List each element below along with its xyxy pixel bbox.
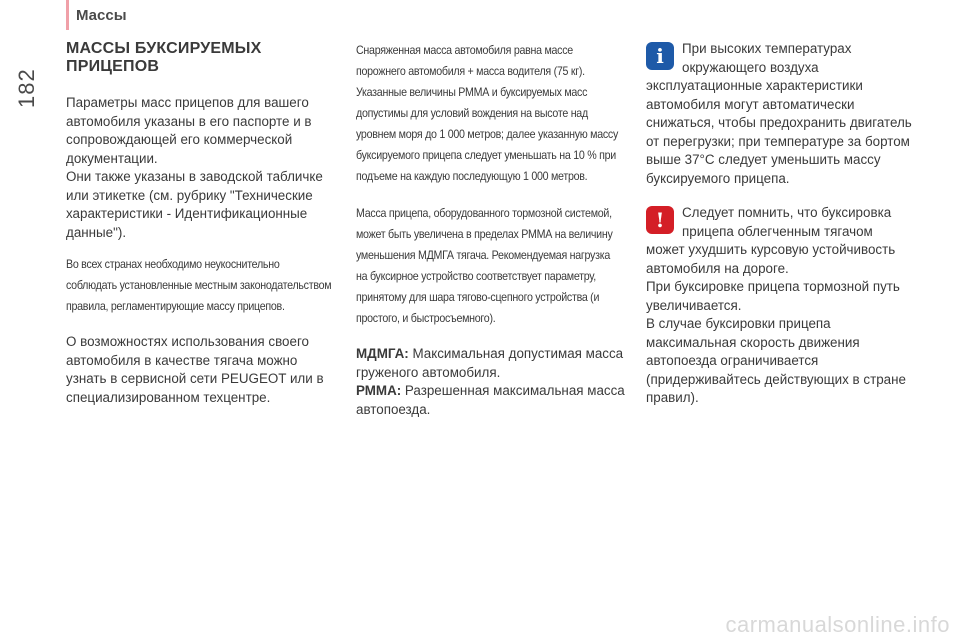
section-title: МАССЫ БУКСИРУЕМЫХ ПРИЦЕПОВ — [66, 40, 262, 75]
warning-note — [646, 204, 918, 408]
definition-text: Максимальная допустимая масса груженого автомобиля. — [356, 346, 624, 380]
definition-mdmga — [356, 345, 628, 382]
page-header-title: Массы — [76, 7, 127, 24]
warning-icon: ! — [646, 206, 674, 234]
info-note-text: эксплуатационные характеристики автомобиля могут автоматически снижаться, чтобы предохранить двигатель от перегрузки; при температуре за бортом выше 37°С следует уменьшить массу буксируемого прицепа. — [646, 78, 912, 186]
column-right — [646, 40, 918, 408]
paragraph-curb-weight: Снаряженная масса автомобиля равна массе порожнего автомобиля + масса водителя (75 кг). Указанные величины РММА и буксируемых масс допустимы для условий вождения на высоте над уровнем моря до 1 000 метров; далее указанную массу буксируемого прицепа следует уменьшать на 10 % при подъеме на каждую последующую 1 000 метров. — [356, 44, 619, 183]
warning-note-line1: Следует помнить, что буксировка — [682, 205, 892, 220]
paragraph-passport: Параметры масс прицепов для вашего автомобиля указаны в его паспорте и в сопровождающей его коммерческой документации. — [66, 95, 312, 166]
definition-term: РММА: — [356, 383, 402, 398]
info-note-line1: При высоких температурах — [682, 41, 852, 56]
page-number: 182 — [14, 68, 39, 108]
info-note — [646, 40, 918, 188]
paragraph-plate: Они также указаны в заводской табличке или этикетке (см. рубрику "Технические характеристики - Идентификационные данные"). — [66, 169, 323, 240]
definition-text: Разрешенная максимальная масса автопоезда. — [356, 383, 625, 417]
definition-term: МДМГА: — [356, 346, 409, 361]
paragraph-service: О возможностях использования своего автомобиля в качестве тягача можно узнать в сервисной сети PEUGEOT или в специализированном техцентре. — [66, 334, 324, 405]
warning-braking: При буксировке прицепа тормозной путь увеличивается. — [646, 279, 900, 313]
warning-speed: В случае буксировки прицепа максимальная скорость движения автопоезда ограничивается (придерживайтесь действующих в стране правил). — [646, 316, 906, 405]
info-note-line2: окружающего воздуха — [682, 59, 819, 75]
warning-note-text: может ухудшить курсовую устойчивость автомобиля на дороге. — [646, 242, 896, 276]
column-left — [66, 40, 331, 407]
page-number-container — [10, 70, 40, 110]
paragraph-regulations: Во всех странах необходимо неукоснительно соблюдать установленные местным законодательством правила, регламентирующие массу прицепов. — [66, 258, 332, 313]
warning-note-line2: прицепа облегченным тягачом — [682, 223, 873, 239]
column-middle — [356, 40, 628, 419]
header-accent-bar — [66, 0, 69, 30]
info-icon: i — [646, 42, 674, 70]
paragraph-braked-trailer: Масса прицепа, оборудованного тормозной системой, может быть увеличена в пределах РММА на величину уменьшения МДМГА тягача. Рекомендуемая нагрузка на буксирное устройство соответствует параметру, принятому для шара тягово-сцепного устройства (и простого, и быстросъемного). — [356, 207, 613, 325]
watermark: carmanualsonline.info — [725, 612, 950, 637]
definition-rmma — [356, 382, 628, 419]
